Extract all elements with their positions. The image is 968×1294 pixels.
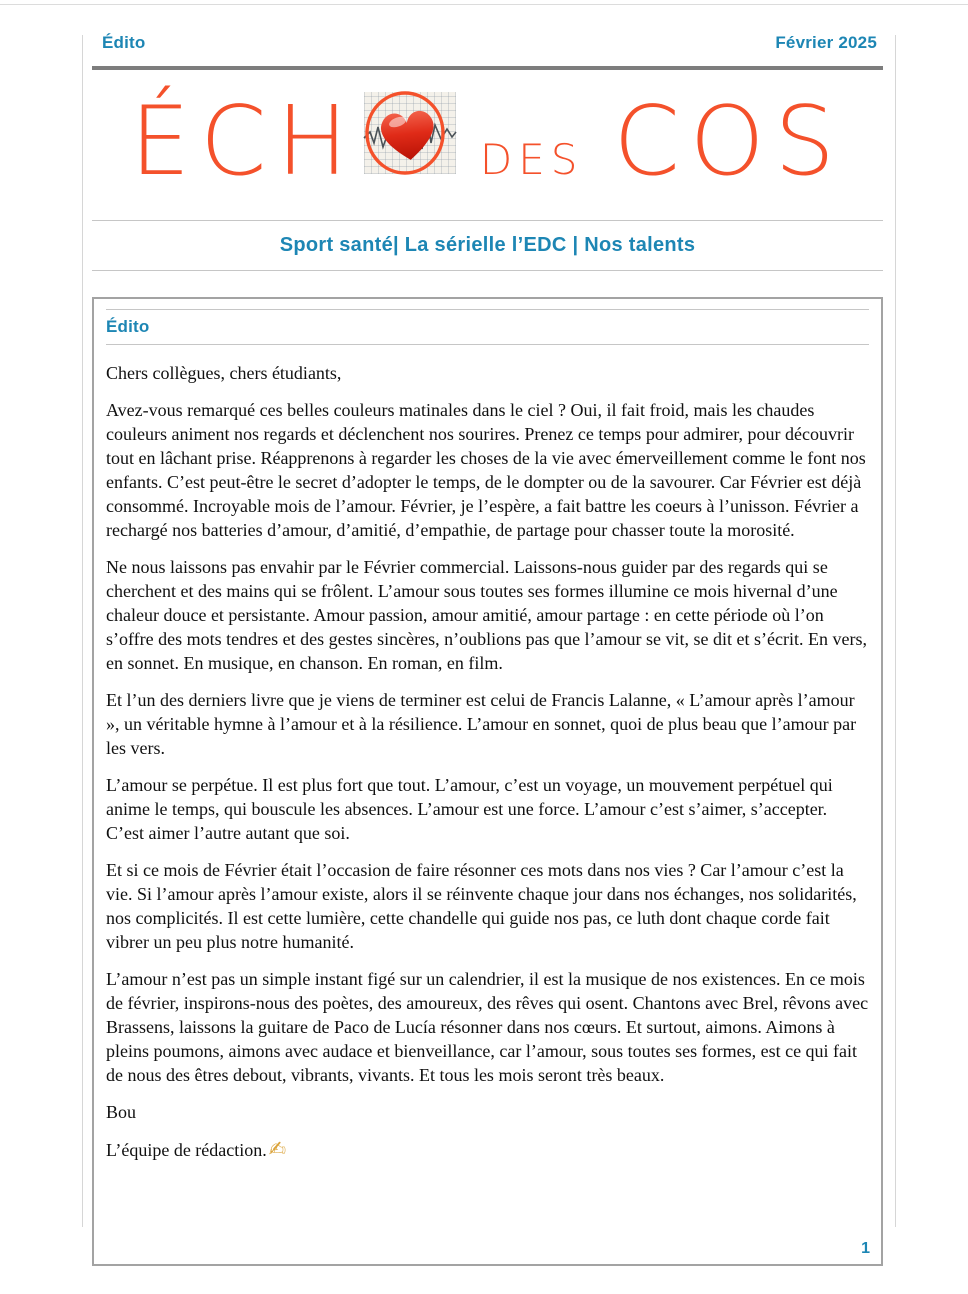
document-page xyxy=(92,0,883,1266)
article-title: Édito xyxy=(106,317,150,336)
page-number: 1 xyxy=(861,1240,870,1257)
page-header xyxy=(92,33,883,53)
article-title-rule-top xyxy=(106,309,869,310)
article-paragraph: Chers collègues, chers étudiants, xyxy=(106,363,342,383)
edito-article-box xyxy=(92,297,883,1266)
header-rule xyxy=(92,66,883,70)
closing-text: L’équipe de rédaction. xyxy=(106,1140,267,1160)
article-paragraph: Ne nous laissons pas envahir par le Février commercial. Laissons-nous guider par des regards qui se cherchent et des mains qui se frôlent. L’amour sous toutes ses formes illumine ce mois hivernal d’une chaleur douce et persistante. Amour passion, amour amitié, amour partage : en cette période où l’on s’offre des mots tendres et des gestes sincères, n’oublions pas que l’amour se vit, se dit et s’écrit. En vers, en sonnet. En musique, en chanson. En roman, en film. xyxy=(106,557,867,673)
logo-text-des: DES xyxy=(479,135,584,184)
closing-line xyxy=(106,1137,869,1162)
article-paragraphs xyxy=(106,361,869,1087)
logo-text-cos: COS xyxy=(613,87,845,197)
heart-photo-icon xyxy=(364,92,456,174)
article-paragraph: Avez-vous remarqué ces belles couleurs matinales dans le ciel ? Oui, il fait froid, mais les chaudes couleurs animent nos regards et déclenchent nos sourires. Prenez ce temps pour admirer, pour découvrir tout en lâchant prise. Réapprenons à regarder les choses de la vie avec émerveillement comme le font nos enfants. C’est peut-être le secret d’adopter le temps, de le dompter ou de la savourer. Car Février est déjà consommé. Incroyable mois de l’amour. Février, je l’espère, a fait battre les coeurs à l’unisson. Février a rechargé nos batteries d’amour, d’amitié, d’empathie, de partage pour chasser toute la morosité. xyxy=(106,400,866,540)
right-margin-guide xyxy=(895,35,896,1227)
article-body xyxy=(106,361,869,1162)
signature: Bou xyxy=(106,1102,137,1122)
subtitle-rule-bottom xyxy=(92,270,883,271)
article-title-rule-bottom xyxy=(106,344,869,345)
article-paragraph: Et l’un des derniers livre que je viens de terminer est celui de Francis Lalanne, « L’amour après l’amour », un véritable hymne à l’amour et à la résilience. L’amour en sonnet, quoi de plus beau que l’amour par les vers. xyxy=(106,690,857,758)
heart-icon xyxy=(379,110,436,163)
writing-hand-icon: ✍ xyxy=(268,1137,287,1161)
subtitle-rule-top xyxy=(92,220,883,221)
article-paragraph: L’amour se perpétue. Il est plus fort que tout. L’amour, c’est un voyage, un mouvement perpétuel qui anime le temps, qui bouscule les absences. L’amour est une force. L’amour c’est s’aimer, s’accepter. C’est aimer l’autre autant que soi. xyxy=(106,775,833,843)
article-paragraph: Et si ce mois de Février était l’occasion de faire résonner ces mots dans nos vies ? Car l’amour c’est la vie. Si l’amour après l’amour existe, alors il se réinvente chaque jour dans nos échanges, nos solidarités, nos complicités. Il est cette lumière, cette chandelle qui guide nos pas, ce luth dont chaque corde fait vibrer un peu plus notre humanité. xyxy=(106,860,857,952)
left-margin-guide xyxy=(82,35,83,1227)
topics-line: Sport santé| La sérielle l’EDC | Nos talents xyxy=(279,234,696,256)
article-paragraph: L’amour n’est pas un simple instant figé sur un calendrier, il est la musique de nos existences. En ce mois de février, inspirons-nous des poètes, des amoureux, des rêves qui osent. Chantons avec Brel, rêvons avec Brassens, laissons la guitare de Paco de Lucía résonner dans nos cœurs. Et surtout, aimons. Aimons à pleins poumons, aimons avec audace et bienveillance, car l’amour, sous toutes ses formes, est ce qui fait de nous des êtres debout, vibrants, vivants. Et tous les mois seront très beaux. xyxy=(106,969,869,1085)
newsletter-logo xyxy=(92,87,883,197)
header-section-label: Édito xyxy=(102,33,146,52)
heart-ecg-drawing xyxy=(364,92,456,174)
logo-text-ech: ÉCH xyxy=(130,87,358,197)
header-date: Février 2025 xyxy=(775,33,877,52)
